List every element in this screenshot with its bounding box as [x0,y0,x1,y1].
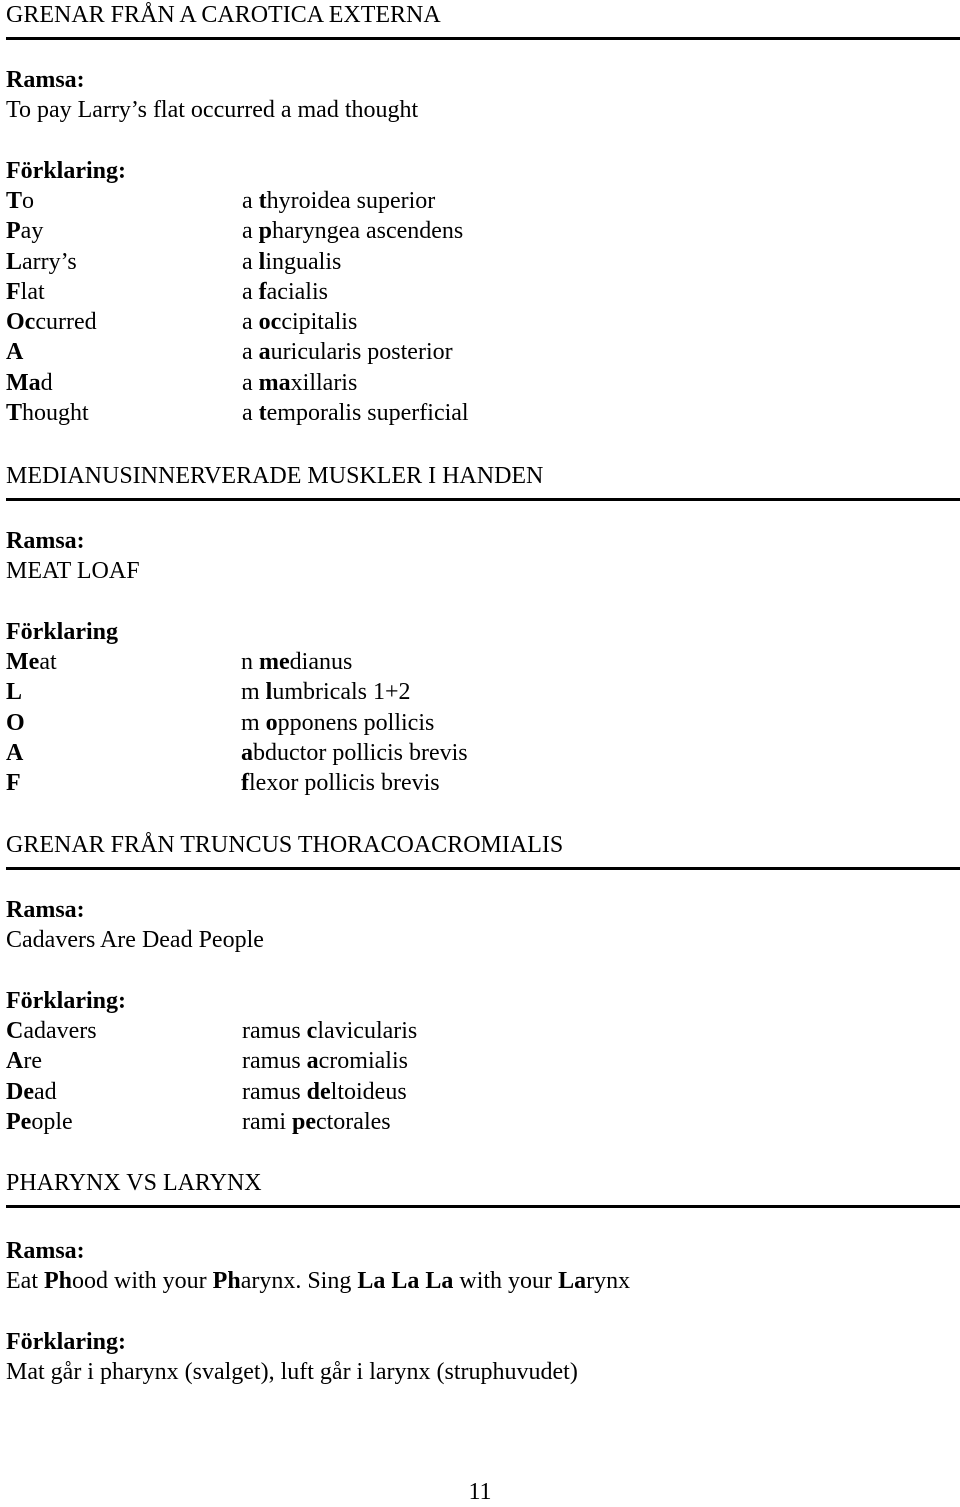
section-heading [6,830,960,870]
forklaring-label: Förklaring: [6,1329,126,1355]
ramsa-label: Ramsa: [6,67,85,93]
ramsa-text: MEAT LOAF [6,558,140,584]
ramsa-text: Eat Phood with your Pharynx. Sing La La La with your Larynx [6,1268,631,1294]
document-page: GRENAR FRÅN A CAROTICA EXTERNA Ramsa: To pay Larry’s flat occurred a mad thought Förklaring: To a thyroidea superior Pay a pharyngea ascendens Larry’s a lingualis Flat a facialis Occurred a occipitalis A a auricularis posterior Mad a maxillaris Thought a temporalis superficial MEDIANUSINNERVERADE MUSKLER I HANDEN Ramsa: MEAT LOAF Förklaring Meat n medianus L m lumbricals 1+2 O m opponens pollicis A abductor pollicis brevis F flexor pollicis brevis GRENAR FRÅN TRUNCUS THORACOACROMIALIS Ramsa: Cadavers Are Dead People Förklaring: Cadavers ramus clavicularis Are ramus acromialis Dead ramus deltoideus People rami pectorales PHARYNX VS LARYNX Ramsa: Eat Phood with your Pharynx. Sing La La La with your Larynx Förklaring: Mat går i pharynx (svalget), luft går i larynx (struphuvudet) 11 [0,0,960,1501]
section-heading [6,461,960,501]
heading-text: GRENAR FRÅN A CAROTICA EXTERNA [6,2,441,28]
forklaring-label: Förklaring [6,619,118,645]
forklaring-label: Förklaring: [6,988,126,1014]
ramsa-label: Ramsa: [6,1238,85,1264]
section-heading [6,0,960,40]
heading-text: PHARYNX VS LARYNX [6,1170,262,1196]
ramsa-label: Ramsa: [6,897,85,923]
ramsa-text: To pay Larry’s flat occurred a mad thought [6,97,419,123]
heading-rule [6,37,960,40]
section-heading [6,1168,960,1208]
ramsa-text: Cadavers Are Dead People [6,927,264,953]
heading-rule [6,1205,960,1208]
heading-text: GRENAR FRÅN TRUNCUS THORACOACROMIALIS [6,832,564,858]
heading-text: MEDIANUSINNERVERADE MUSKLER I HANDEN [6,463,544,489]
forklaring-label: Förklaring: [6,158,126,184]
ramsa-label: Ramsa: [6,528,85,554]
page-number: 11 [468,1479,492,1505]
heading-rule [6,498,960,501]
forklaring-text: Mat går i pharynx (svalget), luft går i larynx (struphuvudet) [6,1359,578,1385]
heading-rule [6,867,960,870]
